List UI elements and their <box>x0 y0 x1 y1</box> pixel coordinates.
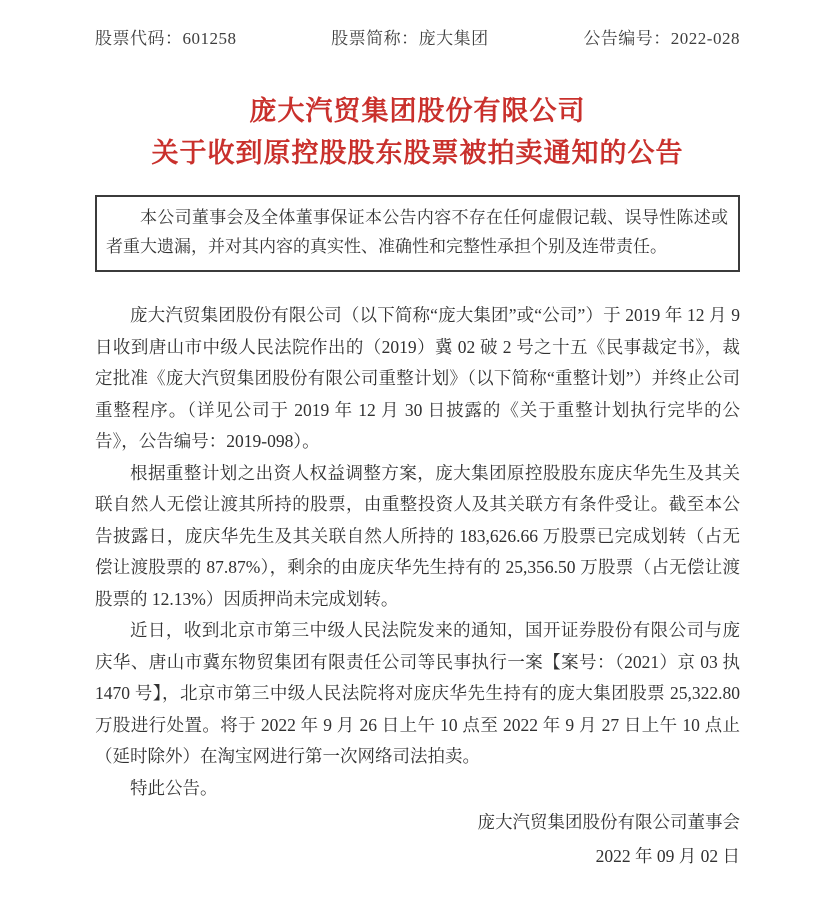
title-line-subject: 关于收到原控股股东股票被拍卖通知的公告 <box>151 138 684 168</box>
paragraph-restructuring-ruling: 庞大汽贸集团股份有限公司（以下简称“庞大集团”或“公司”）于 2019 年 12 月 9 日收到唐山市中级人民法院作出的（2019）冀 02 破 2 号之十五《民事裁定书》，裁定批准《庞大汽贸集团股份有限公司重整计划》（以下简称“重整计划”）并终止公司重整程序。（详见公司于 2019 年 12 月 30 日披露的《关于重整计划执行完毕的公告》，公告编号：2019-098）。 <box>95 305 740 451</box>
closing-statement: 特此公告。 <box>130 777 218 798</box>
stock-code: 股票代码：601258 <box>95 29 237 48</box>
board-disclaimer-box <box>95 195 740 272</box>
document-meta-header <box>95 28 740 50</box>
page-title <box>95 90 740 174</box>
paragraph-auction-notice: 近日，收到北京市第三中级人民法院发来的通知，国开证券股份有限公司与庞庆华、唐山市冀东物贸集团有限责任公司等民事执行一案【案号：（2021）京 03 执 1470 号】，北京市第三中级人民法院将对庞庆华先生持有的庞大集团股票 25,322.80 万股进行处置。将于 2022 年 9 月 26 日上午 10 点至 2022 年 9 月 27 日上午 10 点止（延时除外）在淘宝网进行第一次网络司法拍卖。 <box>95 620 740 766</box>
disclaimer-text: 本公司董事会及全体董事保证本公告内容不存在任何虚假记载、误导性陈述或者重大遗漏，并对其内容的真实性、准确性和完整性承担个别及连带责任。 <box>106 208 728 256</box>
paragraph-share-transfer-status: 根据重整计划之出资人权益调整方案，庞大集团原控股股东庞庆华先生及其关联自然人无偿让渡其所持的股票，由重整投资人及其关联方有条件受让。截至本公告披露日，庞庆华先生及其关联自然人所持的 183,626.66 万股票已完成划转（占无偿让渡股票的 87.87%），剩余的由庞庆华先生持有的 25,356.50 万股票（占无偿让渡股票的 12.13%）因质押尚未完成划转。 <box>95 462 740 609</box>
signature-company: 庞大汽贸集团股份有限公司董事会 <box>477 812 740 832</box>
signature-block <box>95 805 740 873</box>
announcement-number: 公告编号：2022-028 <box>583 29 740 48</box>
announcement-body <box>95 300 740 804</box>
stock-name: 股票简称：庞大集团 <box>331 29 489 48</box>
title-line-company: 庞大汽贸集团股份有限公司 <box>249 96 586 126</box>
signature-date: 2022 年 09 月 02 日 <box>595 846 740 866</box>
